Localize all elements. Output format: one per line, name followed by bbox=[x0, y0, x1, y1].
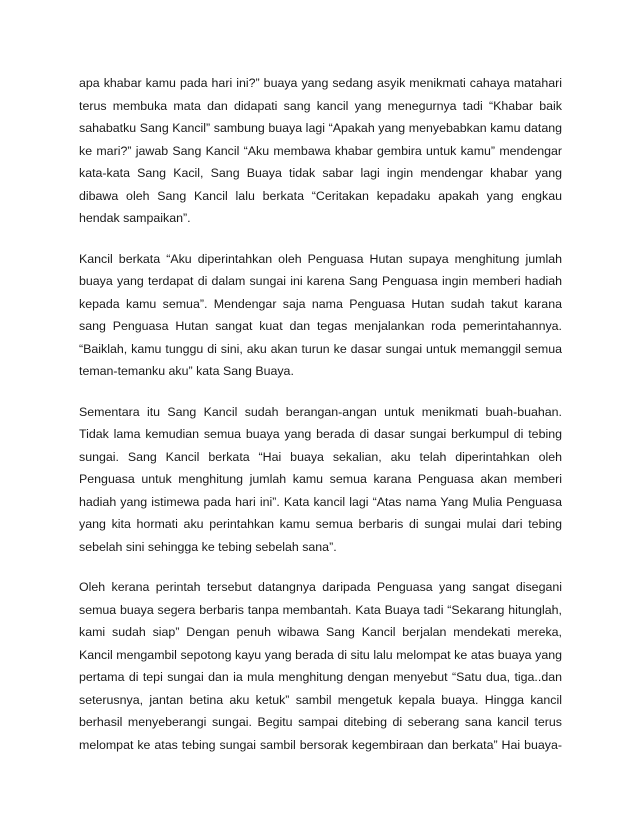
text-line: hendak sampaikan”. bbox=[79, 211, 191, 225]
text-line: kami sudah siap” Dengan penuh wibawa Sang Kancil berjalan mendekati mereka, bbox=[79, 625, 562, 639]
text-line: dibawa oleh Sang Kancil lalu berkata “Ceritakan kepadaku apakah yang engkau bbox=[79, 188, 562, 203]
document-page bbox=[79, 72, 562, 774]
text-line: ke mari?” jawab Sang Kancil “Aku membawa khabar gembira untuk kamu” mendengar bbox=[79, 143, 562, 158]
text-line: melompat ke atas tebing sungai sambil bersorak kegembiraan dan berkata” Hai buaya- bbox=[79, 737, 562, 752]
text-line: seterusnya, jantan betina aku ketuk” sambil mengetuk kepala buaya. Hingga kancil bbox=[79, 692, 562, 707]
text-line: sungai. Sang Kancil berkata “Hai buaya sekalian, aku telah diperintahkan oleh bbox=[79, 449, 562, 464]
text-line: Penguasa untuk menghitung jumlah kamu semua karana Penguasa akan memberi bbox=[79, 472, 562, 486]
text-line: yang kita hormati aku perintahkan kamu semua berbaris di sungai mulai dari tebing bbox=[79, 517, 562, 531]
text-line: kata-kata Sang Kacil, Sang Buaya tidak sabar lagi ingin mendengar khabar yang bbox=[79, 166, 562, 180]
text-line: Tidak lama kemudian semua buaya yang berada di dasar sungai berkumpul di tebing bbox=[79, 427, 562, 441]
text-line: semua buaya segera berbaris tanpa membantah. Kata Buaya tadi “Sekarang hitunglah, bbox=[79, 602, 562, 617]
text-line: sahabatku Sang Kancil” sambung buaya lagi “Apakah yang menyebabkan kamu datang bbox=[79, 121, 562, 135]
paragraph-4 bbox=[79, 576, 562, 756]
text-line: sang Penguasa Hutan sangat kuat dan tegas menjalankan roda pemerintahannya. bbox=[79, 319, 562, 333]
text-line: Sementara itu Sang Kancil sudah berangan-angan untuk menikmati buah-buahan. bbox=[79, 404, 562, 419]
paragraph-1 bbox=[79, 72, 562, 230]
text-line: apa khabar kamu pada hari ini?” buaya yang sedang asyik menikmati cahaya matahari bbox=[79, 76, 562, 90]
paragraph-3 bbox=[79, 401, 562, 559]
text-line: “Baiklah, kamu tunggu di sini, aku akan turun ke dasar sungai untuk memanggil semua bbox=[79, 341, 562, 356]
text-line: Oleh kerana perintah tersebut datangnya daripada Penguasa yang sangat disegani bbox=[79, 580, 562, 594]
text-line: terus membuka mata dan didapati sang kancil yang menegurnya tadi “Khabar baik bbox=[79, 98, 562, 113]
text-line: Kancil mengambil sepotong kayu yang berada di situ lalu melompat ke atas buaya yang bbox=[79, 647, 562, 662]
text-line: hadiah yang istimewa pada hari ini”. Kata kancil lagi “Atas nama Yang Mulia Penguasa bbox=[79, 494, 562, 509]
text-line: berhasil menyeberangi sungai. Begitu sampai ditebing di seberang sana kancil terus bbox=[79, 715, 562, 729]
text-line: sebelah sini sehingga ke tebing sebelah sana”. bbox=[79, 539, 337, 554]
text-line: Kancil berkata “Aku diperintahkan oleh Penguasa Hutan supaya menghitung jumlah bbox=[79, 251, 562, 266]
text-line: buaya yang terdapat di dalam sungai ini karena Sang Penguasa ingin memberi hadiah bbox=[79, 274, 562, 288]
text-line: pertama di tepi sungai dan ia mula menghitung dengan menyebut “Satu dua, tiga..dan bbox=[79, 670, 562, 684]
text-line: kepada kamu semua”. Mendengar saja nama Penguasa Hutan sudah takut karana bbox=[79, 296, 562, 311]
paragraph-2 bbox=[79, 248, 562, 383]
text-line: teman-temanku aku” kata Sang Buaya. bbox=[79, 364, 294, 378]
